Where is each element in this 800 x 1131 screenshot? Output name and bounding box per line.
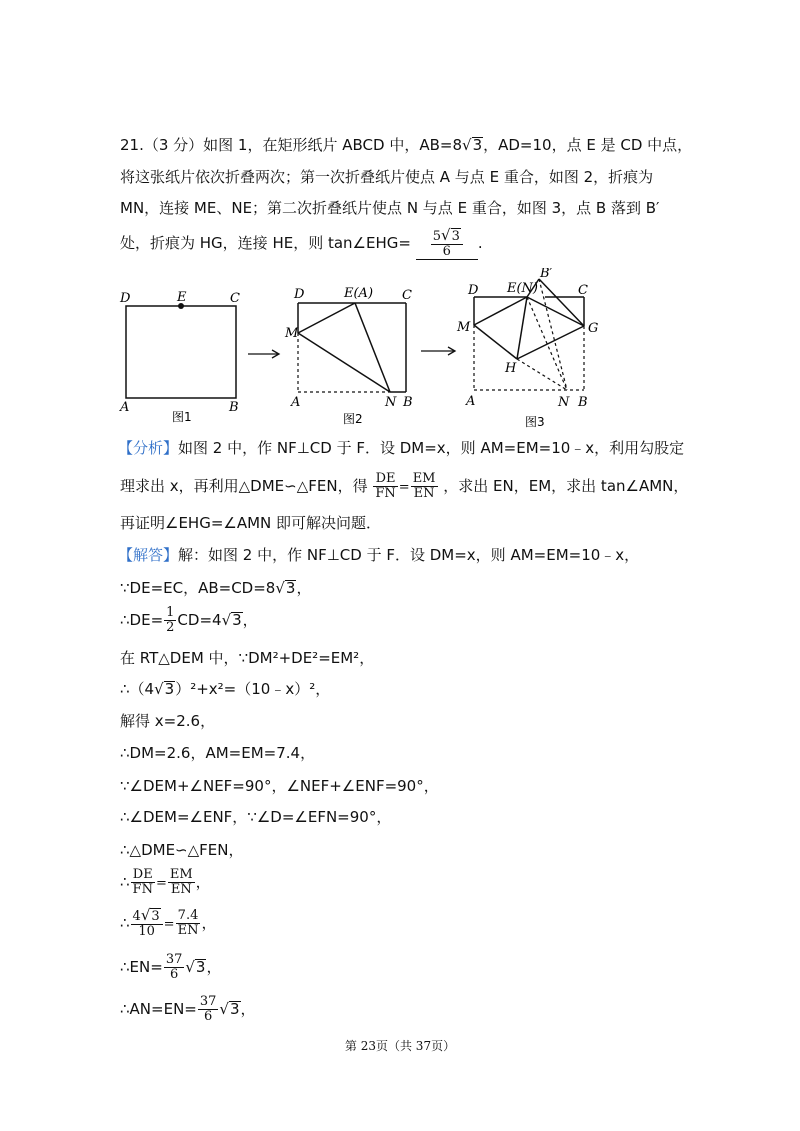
solution-line-2: ∵DE=EC，AB=CD=8√3， [120, 579, 312, 597]
fig1-label-a: A [120, 400, 130, 415]
fig3-label-n: N [558, 395, 570, 410]
answer-blank: $\frac{5√3}{6}$ [416, 228, 478, 260]
arrow-right-icon [248, 350, 279, 358]
fig1-label-e: E [177, 290, 187, 305]
solution-line-8: ∵∠DEM+∠NEF=90°，∠NEF+∠ENF=90°， [120, 777, 439, 795]
solution-line-4: 在 RT△DEM 中，∵DM²+DE²=EM²， [120, 649, 375, 667]
solution-line-10: ∴△DME∽△FEN， [120, 841, 244, 859]
solution-line-5: ∴（4√3）²+x²=（10﹣x）²， [120, 680, 331, 698]
fig2-label-d: D [294, 287, 305, 302]
fig1-label-d: D [120, 291, 131, 306]
question-line-3: MN，连接 ME、NE；第二次折叠纸片使点 N 与点 E 重合，如图 3，点 B 落到 B′ [120, 199, 660, 217]
solution-line-13: ∴EN= $\frac{37}{6}$ √3， [120, 952, 222, 982]
fig2-caption: 图2 [343, 412, 363, 426]
fig2-label-c: C [402, 288, 412, 303]
fig3-label-en: E(N) [507, 281, 539, 296]
figure-2 [284, 286, 413, 426]
fig2-label-m: M [285, 326, 299, 341]
solution-line-1: 【解答】解：如图 2 中，作 NF⊥CD 于 F．设 DM=x，则 AM=EM=10﹣x， [118, 546, 640, 564]
fig1-label-c: C [230, 291, 240, 306]
analysis-line-2: 理求出 x，再利用△DME∽△FEN，得 $\frac{DE}{FN}$ = $\frac{EM}{EN}$ ，求出 EN，EM，求出 tan∠AMN， [120, 471, 689, 501]
analysis-line-1: 【分析】如图 2 中，作 NF⊥CD 于 F．设 DM=x，则 AM=EM=10﹣x，利用勾股定 [118, 439, 685, 457]
fig3-caption: 图3 [525, 415, 545, 429]
solution-line-9: ∴∠DEM=∠ENF，∵∠D=∠EFN=90°， [120, 808, 392, 826]
fig2-label-n: N [385, 395, 397, 410]
solution-line-3: ∴DE= $\frac{1}{2}$ CD=4√3， [120, 605, 258, 635]
fig3-label-m: M [457, 320, 471, 335]
solution-line-7: ∴DM=2.6，AM=EM=7.4， [120, 744, 316, 762]
solution-line-11: ∴ $\frac{DE}{FN}$ = $\frac{EM}{EN}$ ， [120, 867, 211, 897]
fig3-label-a: A [466, 394, 476, 409]
fig3-label-g: G [588, 321, 599, 336]
solution-tag: 【解答】 [118, 546, 179, 564]
fig3-label-bprime: B′ [540, 268, 553, 281]
fig3-label-b: B [578, 395, 588, 410]
fig1-label-b: B [229, 400, 239, 415]
figure-3 [456, 268, 598, 429]
solution-line-12: ∴ $\frac{4√3}{10}$ = $\frac{7.4}{EN}$ ， [120, 906, 217, 939]
arrow-right-icon [421, 347, 455, 355]
analysis-tag: 【分析】 [118, 439, 179, 457]
fig2-label-a: A [291, 395, 301, 410]
analysis-line-3: 再证明∠EHG=∠AMN 即可解决问题． [120, 514, 382, 532]
question-line-4: 处，折痕为 HG，连接 HE，则 tan∠EHG= $\frac{5√3}{6}$ . [120, 226, 483, 259]
fig3-label-h: H [505, 361, 517, 376]
fig3-label-c: C [578, 283, 588, 298]
fig2-label-b: B [403, 395, 413, 410]
question-line-2: 将这张纸片依次折叠两次；第一次折叠纸片使点 A 与点 E 重合，如图 2，折痕为 [120, 168, 654, 186]
fig3-label-d: D [468, 283, 479, 298]
solution-line-6: 解得 x=2.6， [120, 712, 216, 730]
page-footer: 第 23页（共 37页） [344, 1039, 456, 1053]
figure-1 [119, 290, 240, 424]
fig2-label-ea: E(A) [344, 286, 374, 301]
fig1-caption: 图1 [172, 410, 192, 424]
solution-line-14: ∴AN=EN= $\frac{37}{6}$ √3， [120, 994, 256, 1024]
geometry-figures [0, 268, 800, 438]
question-line-1: 21.（3 分）如图 1，在矩形纸片 ABCD 中，AB=8√3，AD=10，点 E 是 CD 中点， [120, 136, 693, 154]
